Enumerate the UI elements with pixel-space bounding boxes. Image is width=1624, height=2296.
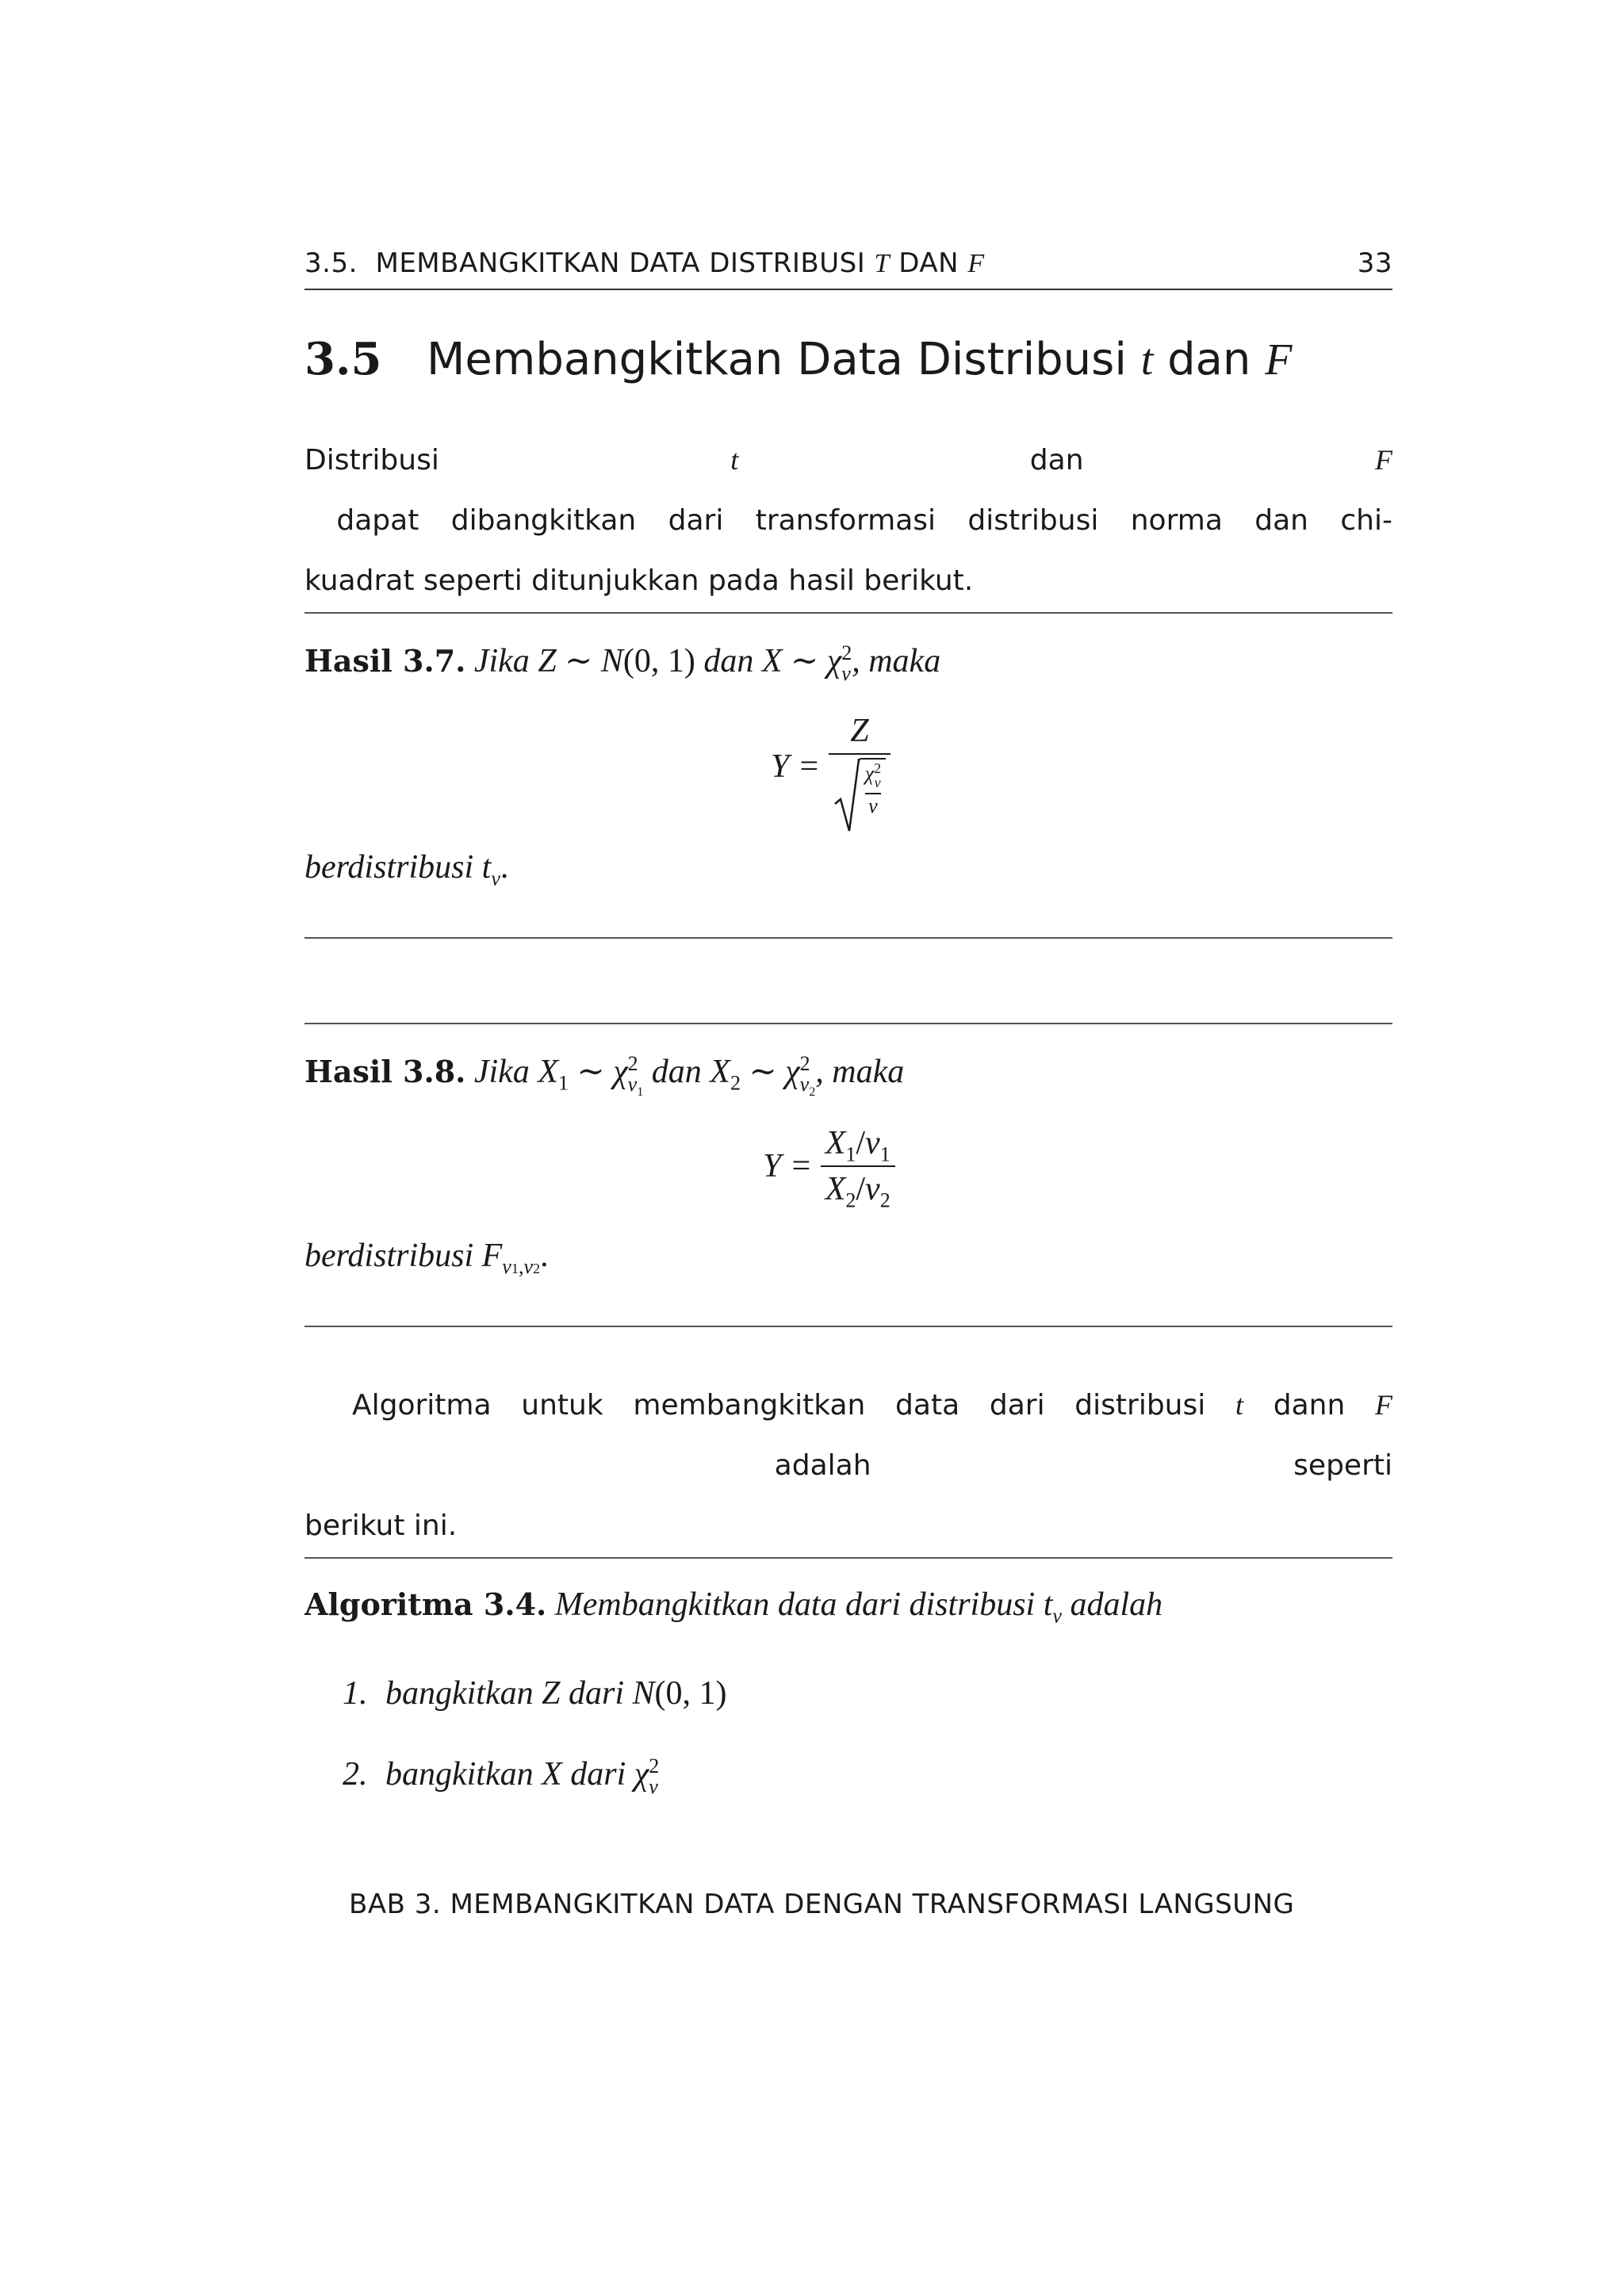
f-fraction: $\frac{X_1/\nu_1}{X_2/\nu_2}$ [821,1124,895,1208]
intro-line-2: kuadrat seperti ditunjukkan pada hasil berikut. [304,564,974,597]
section-title: 3.5 Membangkitkan Data Distribusi t dan F [304,333,1293,385]
bridge-line-2: berikut ini. [304,1510,458,1542]
intro-line-1: Distribusi t dan F dapat dibangkitkan dari transformasi distribusi norma dan chi- [304,444,1392,537]
header-rule [304,289,1392,290]
sqrt-symbol [833,758,886,821]
algoritma-step-1: 1. bangkitkan Z dari N(0, 1) [343,1675,727,1712]
page-number: 33 [1357,247,1392,279]
intro-paragraph [304,430,1392,611]
radical-icon [833,758,860,834]
running-title: 3.5. MEMBANGKITKAN DATA DISTRIBUSI T DAN F [304,247,985,279]
chi-over-nu: χ 2 ν ν [864,760,882,817]
hasil-37-bottom-rule [304,937,1392,939]
hasil-38-top-rule [304,1023,1392,1024]
algoritma-34-statement: Algoritma 3.4. Membangkitkan data dari distribusi $t_\nu$ adalah [304,1586,1163,1628]
hasil-37-formula: Y = Z χ 2 ν ν [771,712,891,821]
section-number: 3.5 [304,333,382,385]
bridge-paragraph [304,1375,1392,1556]
algoritma-34-top-rule [304,1557,1392,1559]
hasil-38-statement: Hasil 3.8. Jika $X_1$ ∼ χ 2 $\nu_1$ dan $X_2$ ∼ χ 2 $\nu_2$ , maka [304,1052,905,1100]
hasil-37-statement: Hasil 3.7. Jika Z ∼ N(0, 1) dan X ∼ χ 2 ν , maka [304,641,941,686]
running-head [304,247,1392,279]
hasil-38-conclusion: berdistribusi $F_{\nu 1,\nu 2}$. [304,1238,549,1279]
t-fraction: Z χ 2 ν ν [829,712,891,821]
hasil-38-formula: Y = $\frac{X_1/\nu_1}{X_2/\nu_2}$ [763,1124,895,1208]
hasil-37-top-rule [304,612,1392,614]
hasil-37-conclusion: berdistribusi $t_\nu$. [304,849,509,890]
footer-chapter-line: BAB 3. MEMBANGKITKAN DATA DENGAN TRANSFORMASI LANGSUNG [349,1888,1295,1920]
hasil-38-bottom-rule [304,1326,1392,1327]
bridge-line-1: Algoritma untuk membangkitkan data dari distribusi t dann F adalah seperti [352,1389,1392,1482]
algoritma-step-2: 2. bangkitkan X dari χ 2 ν [343,1755,660,1799]
